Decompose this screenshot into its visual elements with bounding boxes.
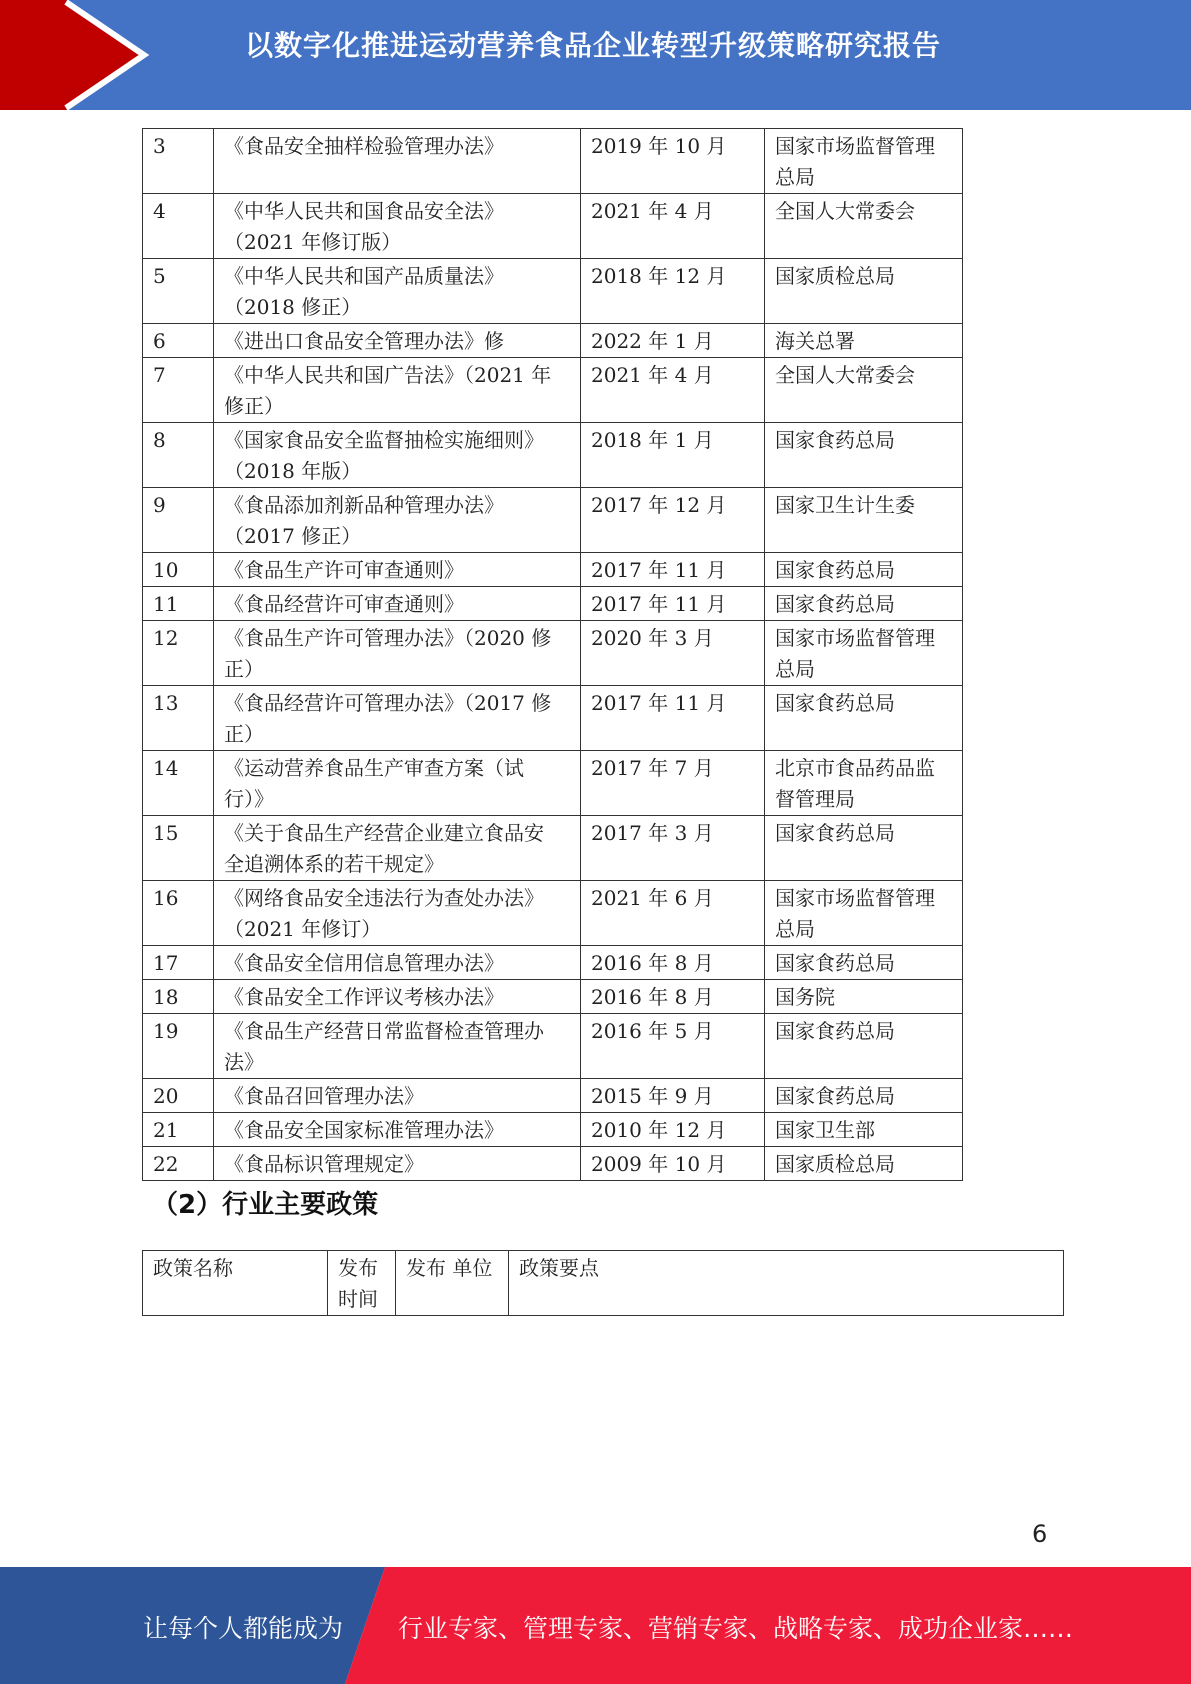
- issuing-org: 北京市食品药品监督管理局: [765, 751, 963, 816]
- regulation-name: 《食品标识管理规定》: [214, 1147, 581, 1181]
- issuing-org: 国务院: [765, 980, 963, 1014]
- regulation-name: 《食品安全抽样检验管理办法》: [214, 129, 581, 194]
- issuing-org: 国家食药总局: [765, 587, 963, 621]
- row-number: 9: [143, 488, 214, 553]
- policy-header-row: [143, 1251, 1064, 1316]
- table-row: [143, 324, 963, 358]
- row-number: 18: [143, 980, 214, 1014]
- issuing-org: 国家卫生部: [765, 1113, 963, 1147]
- header-policy-name: 政策名称: [143, 1251, 328, 1316]
- table-row: [143, 194, 963, 259]
- row-number: 16: [143, 881, 214, 946]
- row-number: 3: [143, 129, 214, 194]
- policy-table: [142, 1250, 1064, 1316]
- table-row: [143, 686, 963, 751]
- issuing-org: 国家卫生计生委: [765, 488, 963, 553]
- table-row: [143, 980, 963, 1014]
- table-row: [143, 1113, 963, 1147]
- row-number: 10: [143, 553, 214, 587]
- regulation-name: 《食品添加剂新品种管理办法》（2017 修正）: [214, 488, 581, 553]
- regulation-name: 《食品召回管理办法》: [214, 1079, 581, 1113]
- publish-date: 2016 年 8 月: [581, 980, 765, 1014]
- issuing-org: 国家食药总局: [765, 1014, 963, 1079]
- row-number: 17: [143, 946, 214, 980]
- publish-date: 2016 年 8 月: [581, 946, 765, 980]
- issuing-org: 国家质检总局: [765, 1147, 963, 1181]
- regulation-name: 《食品安全信用信息管理办法》: [214, 946, 581, 980]
- row-number: 4: [143, 194, 214, 259]
- publish-date: 2021 年 4 月: [581, 358, 765, 423]
- header-arrow-decoration: [0, 0, 200, 110]
- table-row: [143, 423, 963, 488]
- publish-date: 2017 年 11 月: [581, 587, 765, 621]
- publish-date: 2016 年 5 月: [581, 1014, 765, 1079]
- publish-date: 2017 年 11 月: [581, 553, 765, 587]
- regulation-name: 《国家食品安全监督抽检实施细则》 （2018 年版）: [214, 423, 581, 488]
- table-row: [143, 1147, 963, 1181]
- header-policy-points: 政策要点: [509, 1251, 1064, 1316]
- header-publish-time: 发布时间: [328, 1251, 396, 1316]
- table-row: [143, 553, 963, 587]
- issuing-org: 国家食药总局: [765, 1079, 963, 1113]
- regulation-name: 《中华人民共和国广告法》（2021 年修正）: [214, 358, 581, 423]
- table-row: [143, 129, 963, 194]
- publish-date: 2017 年 11 月: [581, 686, 765, 751]
- issuing-org: 国家市场监督管理总局: [765, 129, 963, 194]
- table-row: [143, 946, 963, 980]
- row-number: 11: [143, 587, 214, 621]
- issuing-org: 国家食药总局: [765, 423, 963, 488]
- regulation-name: 《网络食品安全违法行为查处办法》 （2021 年修订）: [214, 881, 581, 946]
- publish-date: 2018 年 12 月: [581, 259, 765, 324]
- footer-slogan-right: 行业专家、管理专家、营销专家、战略专家、成功企业家……: [398, 1614, 1074, 1643]
- publish-date: 2021 年 6 月: [581, 881, 765, 946]
- row-number: 7: [143, 358, 214, 423]
- row-number: 19: [143, 1014, 214, 1079]
- row-number: 21: [143, 1113, 214, 1147]
- regulation-name: 《运动营养食品生产审查方案（试行）》: [214, 751, 581, 816]
- row-number: 5: [143, 259, 214, 324]
- row-number: 20: [143, 1079, 214, 1113]
- regulation-name: 《食品安全工作评议考核办法》: [214, 980, 581, 1014]
- regulation-name: 《食品安全国家标准管理办法》: [214, 1113, 581, 1147]
- row-number: 12: [143, 621, 214, 686]
- regulation-name: 《食品生产经营日常监督检查管理办法》: [214, 1014, 581, 1079]
- issuing-org: 国家食药总局: [765, 686, 963, 751]
- issuing-org: 国家食药总局: [765, 946, 963, 980]
- regulation-name: 《中华人民共和国食品安全法》（2021 年修订版）: [214, 194, 581, 259]
- table-row: [143, 587, 963, 621]
- table-row: [143, 621, 963, 686]
- table-row: [143, 881, 963, 946]
- table-row: [143, 488, 963, 553]
- regulation-name: 《进出口食品安全管理办法》修: [214, 324, 581, 358]
- page-footer: [0, 1567, 1191, 1684]
- regulation-name: 《中华人民共和国产品质量法》（2018 修正）: [214, 259, 581, 324]
- table-row: [143, 1079, 963, 1113]
- page-number: 6: [1032, 1520, 1048, 1548]
- table-row: [143, 358, 963, 423]
- issuing-org: 国家食药总局: [765, 553, 963, 587]
- report-title: 以数字化推进运动营养食品企业转型升级策略研究报告: [245, 29, 942, 62]
- regulation-name: 《食品生产许可管理办法》（2020 修正）: [214, 621, 581, 686]
- table-row: [143, 816, 963, 881]
- publish-date: 2015 年 9 月: [581, 1079, 765, 1113]
- regulation-name: 《食品经营许可管理办法》（2017 修正）: [214, 686, 581, 751]
- issuing-org: 国家质检总局: [765, 259, 963, 324]
- table-row: [143, 259, 963, 324]
- regulation-name: 《关于食品生产经营企业建立食品安全追溯体系的若干规定》: [214, 816, 581, 881]
- issuing-org: 国家市场监督管理总局: [765, 881, 963, 946]
- table-row: [143, 751, 963, 816]
- publish-date: 2009 年 10 月: [581, 1147, 765, 1181]
- issuing-org: 国家食药总局: [765, 816, 963, 881]
- page-header: [0, 0, 1191, 110]
- row-number: 22: [143, 1147, 214, 1181]
- row-number: 14: [143, 751, 214, 816]
- regulation-name: 《食品经营许可审查通则》: [214, 587, 581, 621]
- footer-slogan-left: 让每个人都能成为: [143, 1614, 344, 1643]
- table-row: [143, 1014, 963, 1079]
- row-number: 13: [143, 686, 214, 751]
- publish-date: 2020 年 3 月: [581, 621, 765, 686]
- row-number: 8: [143, 423, 214, 488]
- regulations-table: [142, 128, 963, 1181]
- publish-date: 2010 年 12 月: [581, 1113, 765, 1147]
- publish-date: 2017 年 7 月: [581, 751, 765, 816]
- issuing-org: 全国人大常委会: [765, 358, 963, 423]
- issuing-org: 海关总署: [765, 324, 963, 358]
- publish-date: 2021 年 4 月: [581, 194, 765, 259]
- row-number: 15: [143, 816, 214, 881]
- section-heading: （2）行业主要政策: [152, 1190, 379, 1220]
- publish-date: 2017 年 3 月: [581, 816, 765, 881]
- publish-date: 2018 年 1 月: [581, 423, 765, 488]
- issuing-org: 国家市场监督管理总局: [765, 621, 963, 686]
- row-number: 6: [143, 324, 214, 358]
- publish-date: 2022 年 1 月: [581, 324, 765, 358]
- publish-date: 2017 年 12 月: [581, 488, 765, 553]
- header-publish-org: 发布 单位: [396, 1251, 509, 1316]
- issuing-org: 全国人大常委会: [765, 194, 963, 259]
- regulation-name: 《食品生产许可审查通则》: [214, 553, 581, 587]
- publish-date: 2019 年 10 月: [581, 129, 765, 194]
